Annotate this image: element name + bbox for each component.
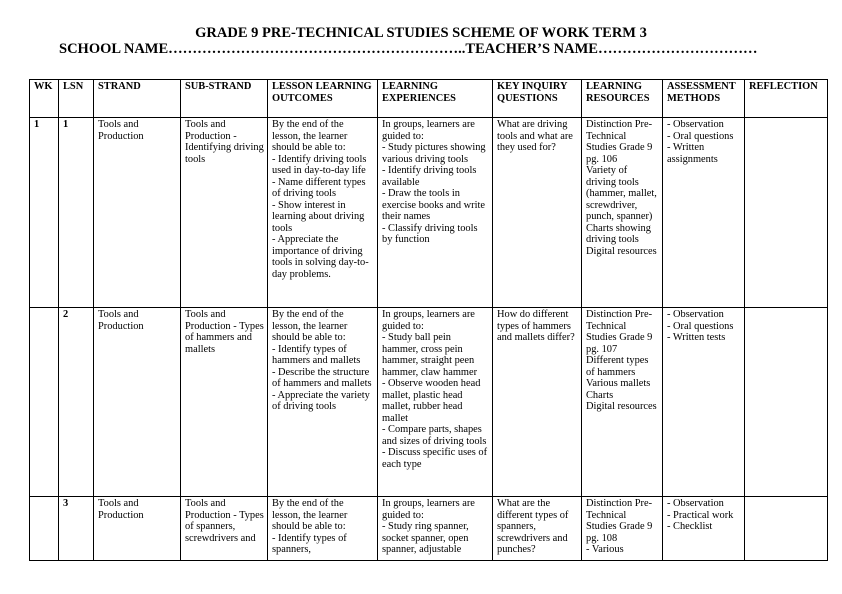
table-row [30,308,828,497]
cell-wk [30,308,59,497]
cell-lsn: 3 [59,497,94,561]
cell-reflection[interactable] [745,497,828,561]
cell-resources: Distinction Pre-Technical Studies Grade 9 pg. 106 Variety of driving tools (hammer, mallet, screwdriver, punch, spanner) Charts showing driving tools Digital resources [582,118,663,308]
cell-assessment: - Observation - Oral questions - Written tests [663,308,745,497]
table-row [30,497,828,561]
school-teacher-line: SCHOOL NAME……………………………………………………..TEACHER’S NAME…………………………… [59,41,758,57]
cell-reflection[interactable] [745,308,828,497]
cell-experiences: In groups, learners are guided to: - Study pictures showing various driving tools - Identify driving tools available - Draw the tools in exercise books and write their names - Classify driving tools by function [378,118,493,308]
cell-resources: Distinction Pre-Technical Studies Grade 9 pg. 107 Different types of hammers Various mallets Charts Digital resources [582,308,663,497]
col-header-outcomes: LESSON LEARNING OUTCOMES [268,80,378,118]
cell-experiences: In groups, learners are guided to: - Study ball pein hammer, cross pein hammer, straight peen hammer, claw hammer - Observe wooden head mallet, plastic head mallet, rubber head mallet - Compare parts, shapes and sizes of driving tools - Discuss specific uses of each type [378,308,493,497]
cell-strand: Tools and Production [94,308,181,497]
cell-questions: How do different types of hammers and mallets differ? [493,308,582,497]
cell-questions: What are the different types of spanners, screwdrivers and punches? [493,497,582,561]
col-header-reflection: REFLECTION [745,80,828,118]
cell-resources: Distinction Pre-Technical Studies Grade 9 pg. 108 - Various [582,497,663,561]
scheme-of-work-table [29,79,828,561]
cell-reflection[interactable] [745,118,828,308]
col-header-lsn: LSN [59,80,94,118]
col-header-strand: STRAND [94,80,181,118]
cell-strand: Tools and Production [94,118,181,308]
table-row [30,118,828,308]
cell-outcomes: By the end of the lesson, the learner should be able to: - Identify types of hammers and mallets - Describe the structure of hammers and mallets - Appreciate the variety of driving tools [268,308,378,497]
cell-lsn: 2 [59,308,94,497]
col-header-assessment: ASSESSMENT METHODS [663,80,745,118]
cell-experiences: In groups, learners are guided to: - Study ring spanner, socket spanner, open spanner, adjustable [378,497,493,561]
cell-strand: Tools and Production [94,497,181,561]
cell-outcomes: By the end of the lesson, the learner should be able to: - Identify driving tools used in day-to-day life - Name different types of driving tools - Show interest in learning about driving tools - Appreciate the importance of driving tools in solving day-to-day problems. [268,118,378,308]
cell-outcomes: By the end of the lesson, the learner should be able to: - Identify types of spanners, [268,497,378,561]
cell-sub-strand: Tools and Production - Types of hammers and mallets [181,308,268,497]
col-header-resources: LEARNING RESOURCES [582,80,663,118]
cell-sub-strand: Tools and Production - Types of spanners, screwdrivers and [181,497,268,561]
cell-assessment: - Observation - Practical work - Checklist [663,497,745,561]
cell-wk [30,497,59,561]
header-row [30,80,828,118]
page-title: GRADE 9 PRE-TECHNICAL STUDIES SCHEME OF WORK TERM 3 [195,25,647,41]
cell-wk: 1 [30,118,59,308]
col-header-sub-strand: SUB-STRAND [181,80,268,118]
cell-assessment: - Observation - Oral questions - Written assignments [663,118,745,308]
col-header-experiences: LEARNING EXPERIENCES [378,80,493,118]
col-header-wk: WK [30,80,59,118]
cell-sub-strand: Tools and Production - Identifying driving tools [181,118,268,308]
cell-questions: What are driving tools and what are they used for? [493,118,582,308]
col-header-questions: KEY INQUIRY QUESTIONS [493,80,582,118]
cell-lsn: 1 [59,118,94,308]
